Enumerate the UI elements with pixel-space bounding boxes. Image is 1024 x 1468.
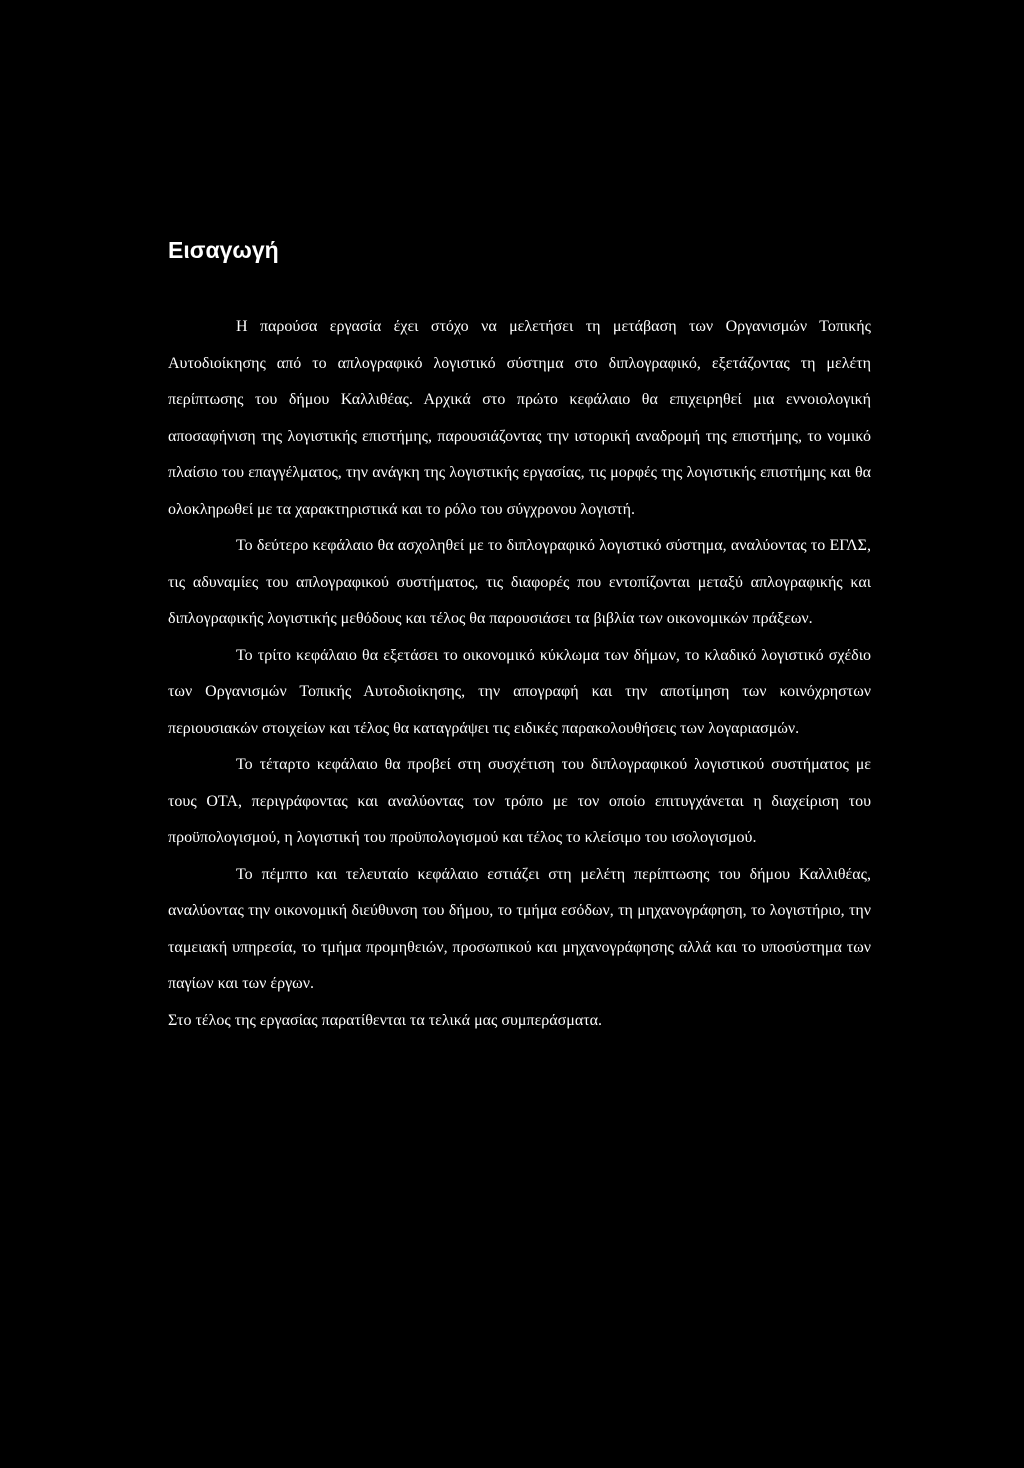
section-heading: Εισαγωγή <box>168 237 279 263</box>
body-text <box>168 309 871 1039</box>
paragraph-chapter-three: Το τρίτο κεφάλαιο θα εξετάσει το οικονομικό κύκλωμα των δήμων, το κλαδικό λογιστικό σχέδιο των Οργανισμών Τοπικής Αυτοδιοίκησης, την απογραφή και την αποτίμηση των κοινόχρηστων περιουσιακών στοιχείων και τέλος θα καταγράψει τις ειδικές παρακολουθήσεις των λογαριασμών. <box>168 646 871 737</box>
paragraph-intro: Η παρούσα εργασία έχει στόχο να μελετήσει τη μετάβαση των Οργανισμών Τοπικής Αυτοδιοίκησης από το απλογραφικό λογιστικό σύστημα στο διπλογραφικό, εξετάζοντας τη μελέτη περίπτωσης του δήμου Καλλιθέας. Αρχικά στο πρώτο κεφάλαιο θα επιχειρηθεί μια εννοιολογική αποσαφήνιση της λογιστικής επιστήμης, παρουσιάζοντας την ιστορική αναδρομή της επιστήμης, το νομικό πλαίσιο του επαγγέλματος, την ανάγκη της λογιστικής εργασίας, τις μορφές της λογιστικής επιστήμης και θα ολοκληρωθεί με τα χαρακτηριστικά και το ρόλο του σύγχρονου λογιστή. <box>168 318 871 518</box>
paragraph-chapter-four: Το τέταρτο κεφάλαιο θα προβεί στη συσχέτιση του διπλογραφικού λογιστικού συστήματος με τους ΟΤΑ, περιγράφοντας και αναλύοντας τον τρόπο με τον οποίο επιτυγχάνεται η διαχείριση του προϋπολογισμού, η λογιστική του προϋπολογισμού και τέλος το κλείσιμο του ισολογισμού. <box>168 756 871 846</box>
paragraph-chapter-two: Το δεύτερο κεφάλαιο θα ασχοληθεί με το διπλογραφικό λογιστικό σύστημα, αναλύοντας το ΕΓΛΣ, τις αδυναμίες του απλογραφικού συστήματος, τις διαφορές που εντοπίζονται μεταξύ απλογραφικής και διπλογραφικής λογιστικής μεθόδους και τέλος θα παρουσιάσει τα βιβλία των οικονομικών πράξεων. <box>168 537 871 627</box>
paragraph-closing: Στο τέλος της εργασίας παρατίθενται τα τελικά μας συμπεράσματα. <box>168 1011 603 1029</box>
paragraph-chapter-five: Το πέμπτο και τελευταίο κεφάλαιο εστιάζει στη μελέτη περίπτωσης του δήμου Καλλιθέας, αναλύοντας την οικονομική διεύθυνση του δήμου, το τμήμα εσόδων, τη μηχανογράφηση, το λογιστήριο, την ταμειακή υπηρεσία, το τμήμα προμηθειών, προσωπικού και μηχανογράφησης αλλά και το υποσύστημα των παγίων και των έργων. <box>168 865 871 992</box>
